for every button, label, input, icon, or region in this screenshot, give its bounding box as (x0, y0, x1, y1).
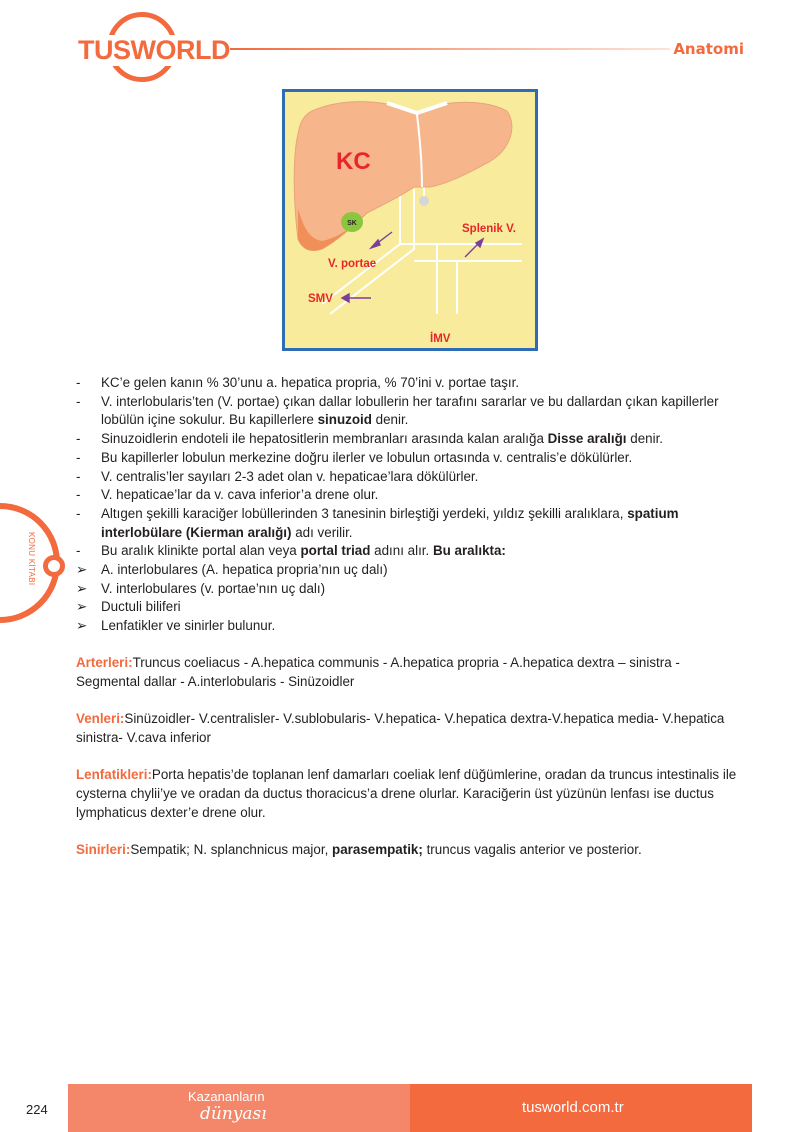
list-marker: - (76, 449, 81, 465)
list-marker: - (76, 468, 81, 484)
label-sk: SK (347, 220, 357, 227)
list-text: V. hepaticae’lar da v. cava inferior’a drene olur. (101, 487, 379, 503)
emphasis-text: Bu aralıkta: (432, 543, 506, 559)
brand-name: TUSWORLD (78, 35, 230, 65)
paragraph-label: Venleri: (76, 711, 125, 727)
side-tab-dot (43, 555, 65, 577)
paragraph-text: Sinüzoidler- V.centralisler- V.sublobularis- V.hepatica- V.hepatica dextra-V.hepatica media- V.hepatica sinistra- V.cava inferior (76, 711, 725, 745)
list-text: adını alır. (370, 543, 433, 559)
paragraph-text: Truncus coeliacus - A.hepatica communis - A.hepatica propria - A.hepatica dextra – sinistra - Segmental dallar - A.interlobularis - Sinüzoidler (76, 655, 680, 690)
footer-slogan-bottom: dünyası (200, 1104, 267, 1124)
list-text: V. centralis’ler sayıları 2-3 adet olan v. hepaticae’lara dökülürler. (101, 468, 479, 484)
list-marker: - (76, 487, 81, 503)
list-text: Lenfatikler ve sinirler bulunur. (101, 618, 276, 634)
liver-figure (282, 89, 538, 351)
list-item (76, 505, 746, 542)
list-item (76, 561, 746, 580)
vessel-dot (419, 196, 429, 206)
list-text: Sinuzoidlerin endoteli ile hepatositlerin membranları arasında kalan aralığa (101, 431, 548, 447)
paragraph-text: Sempatik; N. splanchnicus major, (130, 841, 333, 857)
list-marker: - (76, 543, 81, 559)
label-v-portae: V. portae (328, 258, 377, 270)
list-marker: - (76, 393, 81, 409)
brand-logo (76, 12, 230, 90)
info-paragraph (76, 841, 746, 860)
section-title: Anatomi (673, 40, 744, 58)
list-marker: - (76, 375, 81, 390)
list-text: Ductuli biliferi (101, 599, 181, 615)
list-text: Bu aralık klinikte portal alan veya (101, 543, 301, 559)
list-item (76, 617, 746, 636)
side-tab-label: KONU KİTABI (27, 532, 36, 586)
list-text: Bu kapillerler lobulun merkezine doğru ilerler ve lobulun ortasında v. centralis’e dökülürler. (101, 449, 633, 465)
list-text: Altıgen şekilli karaciğer lobüllerinden 3 tanesinin birleştiği yerdeki, yıldız şekilli aralıklara, (101, 505, 628, 521)
list-marker: ➢ (76, 580, 88, 596)
emphasis-text: spatium interlobülare (Kierman aralığı) (101, 505, 679, 540)
list-text: KC’e gelen kanın % 30’unu a. hepatica propria, % 70’ini v. portae taşır. (101, 375, 520, 390)
list-marker: ➢ (76, 562, 88, 578)
info-paragraph (76, 654, 746, 691)
emphasis-text: parasempatik; (332, 841, 423, 857)
list-text: V. interlobulares (v. portae’nın uç dalı) (101, 580, 326, 596)
header-rule (230, 48, 670, 50)
emphasis-text: portal triad (300, 543, 371, 559)
list-item (76, 430, 746, 449)
emphasis-text: Disse aralığı (547, 431, 627, 447)
list-text: adı verilir. (291, 524, 353, 540)
paragraph-label: Arterleri: (76, 655, 133, 671)
list-text: A. interlobulares (A. hepatica propria’nın uç dalı) (101, 562, 388, 578)
list-item (76, 374, 746, 393)
paragraph-label: Lenfatikleri: (76, 767, 152, 783)
paragraph-label: Sinirleri: (76, 841, 131, 857)
list-text: V. interlobularis’ten (V. portae) çıkan dallar lobullerin her tarafını sararlar ve bu dallardan çıkan kapillerler lobülün içine sokulur. Bu kapillerlere (101, 393, 719, 428)
footer-slogan-top: Kazananların (188, 1089, 265, 1104)
page-number: 224 (26, 1102, 48, 1117)
label-splenic-v: Splenik V. (462, 223, 516, 235)
list-item (76, 542, 746, 561)
bullet-list (76, 374, 746, 636)
info-paragraph (76, 766, 746, 822)
list-marker: ➢ (76, 599, 88, 615)
emphasis-text: sinuzoid (317, 412, 372, 428)
list-marker: - (76, 431, 81, 447)
list-item (76, 393, 746, 430)
paragraph-text: truncus vagalis anterior ve posterior. (422, 841, 642, 857)
list-text: denir. (626, 431, 664, 447)
list-item (76, 598, 746, 617)
info-paragraph (76, 710, 746, 747)
list-marker: ➢ (76, 618, 88, 634)
main-content (76, 374, 746, 859)
list-item (76, 468, 746, 487)
footer-website: tusworld.com.tr (522, 1099, 624, 1116)
paragraph-text: Porta hepatis’de toplanan lenf damarları coeliak lenf düğümlerine, oradan da truncus intestinalis ile cysterna chylii’ye ve oradan da ductus thoracicus’a drene olurlar. Karaciğerin üst yüzünün lenfası ise ductus lymphaticus dexter’e drene olur. (76, 767, 737, 820)
label-kc: KC (336, 148, 371, 175)
label-smv: SMV (308, 293, 333, 305)
label-imv: İMV (430, 333, 451, 345)
paragraph-list (76, 654, 746, 859)
list-text: denir. (371, 412, 409, 428)
list-item (76, 580, 746, 599)
list-item (76, 449, 746, 468)
list-item (76, 486, 746, 505)
list-marker: - (76, 505, 81, 521)
